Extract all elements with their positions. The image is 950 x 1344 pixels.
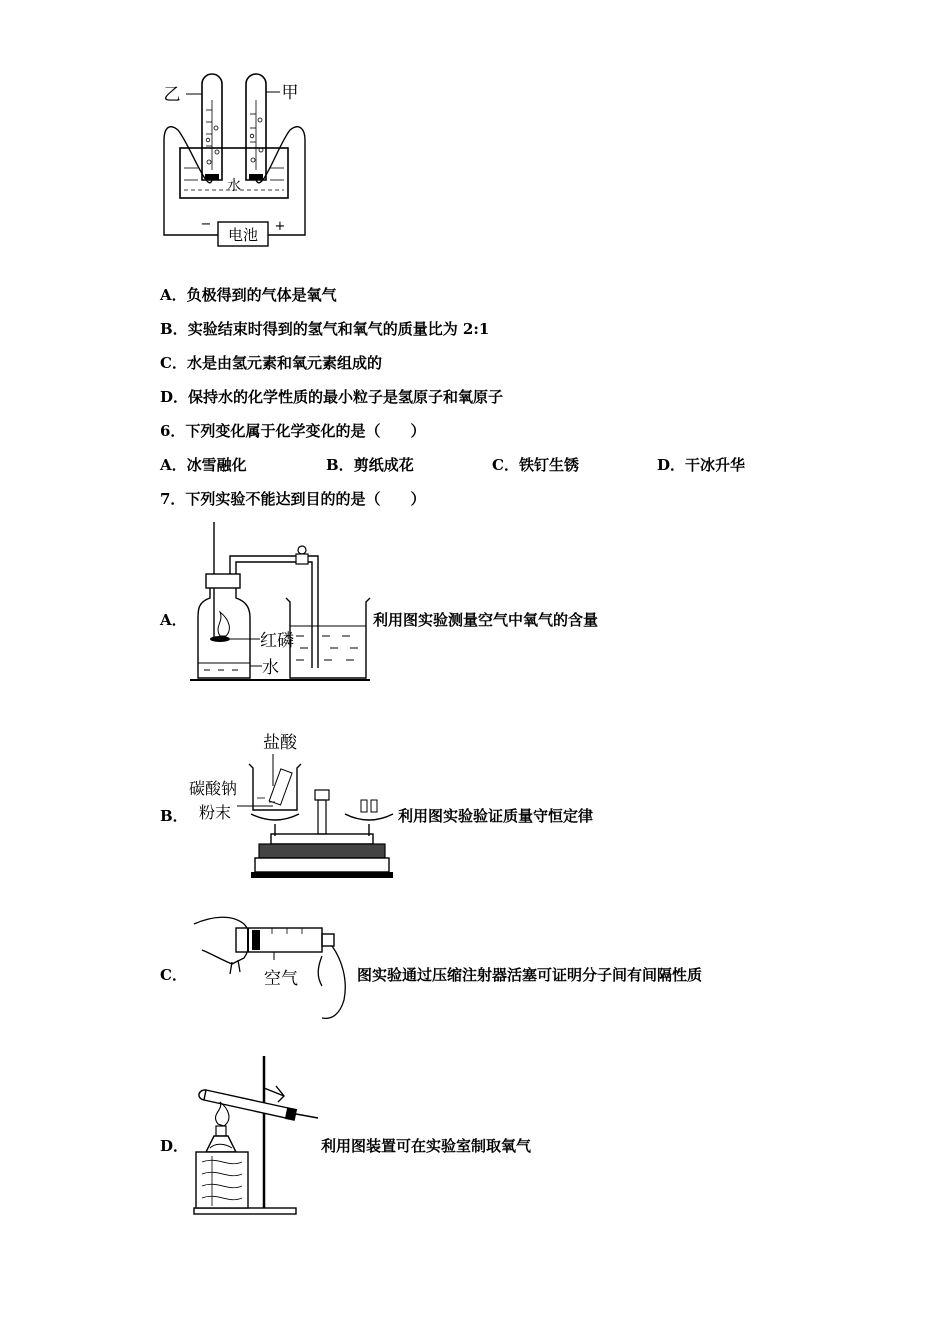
q7-option-c-text: 图实验通过压缩注射器活塞可证明分子间有间隔性质: [357, 966, 703, 984]
q5-option-b: B．实验结束时得到的氢气和氧气的质量比为 2:1: [160, 320, 490, 338]
water-label: 水: [227, 178, 241, 194]
q5-option-d: D．保持水的化学性质的最小粒子是氢原子和氧原子: [160, 388, 504, 406]
label-powder: 粉末: [199, 803, 232, 822]
q7-option-d-letter: D．: [160, 1137, 189, 1155]
label-hydrochloric-acid: 盐酸: [263, 733, 297, 753]
q6-option-a: A．冰雪融化: [160, 456, 247, 474]
q7-option-a-text: 利用图实验测量空气中氧气的含量: [373, 611, 599, 629]
q7-option-b-text: 利用图实验验证质量守恒定律: [398, 807, 594, 825]
balance-apparatus: [185, 728, 395, 883]
label-red-phosphorus: 红磷: [260, 631, 294, 651]
q6-option-b: B．剪纸成花: [326, 456, 414, 474]
q6-option-d: D．干冰升华: [657, 456, 746, 474]
q7-option-d-text: 利用图装置可在实验室制取氧气: [321, 1137, 532, 1155]
q6-option-c: C．铁钉生锈: [492, 456, 579, 474]
q6-stem: 6．下列变化属于化学变化的是（ ）: [160, 422, 426, 440]
q7-stem: 7．下列实验不能达到目的的是（ ）: [160, 490, 426, 508]
plus-sign: +: [274, 219, 286, 234]
q7-option-c-letter: C．: [160, 966, 187, 984]
electrolysis-figure: [150, 70, 320, 255]
tube-label-yi: 乙: [163, 85, 181, 105]
syringe-apparatus: [192, 910, 357, 1025]
q5-option-c: C．水是由氢元素和氧元素组成的: [160, 354, 382, 372]
minus-sign: −: [200, 217, 212, 232]
q7-option-a-letter: A．: [160, 611, 187, 629]
phosphorus-oxygen-apparatus: [190, 518, 375, 688]
battery-label: 电池: [227, 226, 259, 244]
q7-option-b-letter: B．: [160, 807, 188, 825]
tube-label-jia: 甲: [281, 83, 299, 103]
label-sodium-carbonate: 碳酸钠: [189, 779, 238, 798]
q5-option-a: A．负极得到的气体是氧气: [160, 286, 337, 304]
label-air: 空气: [264, 969, 298, 989]
label-water: 水: [262, 658, 279, 678]
oxygen-generation-apparatus: [188, 1052, 323, 1217]
